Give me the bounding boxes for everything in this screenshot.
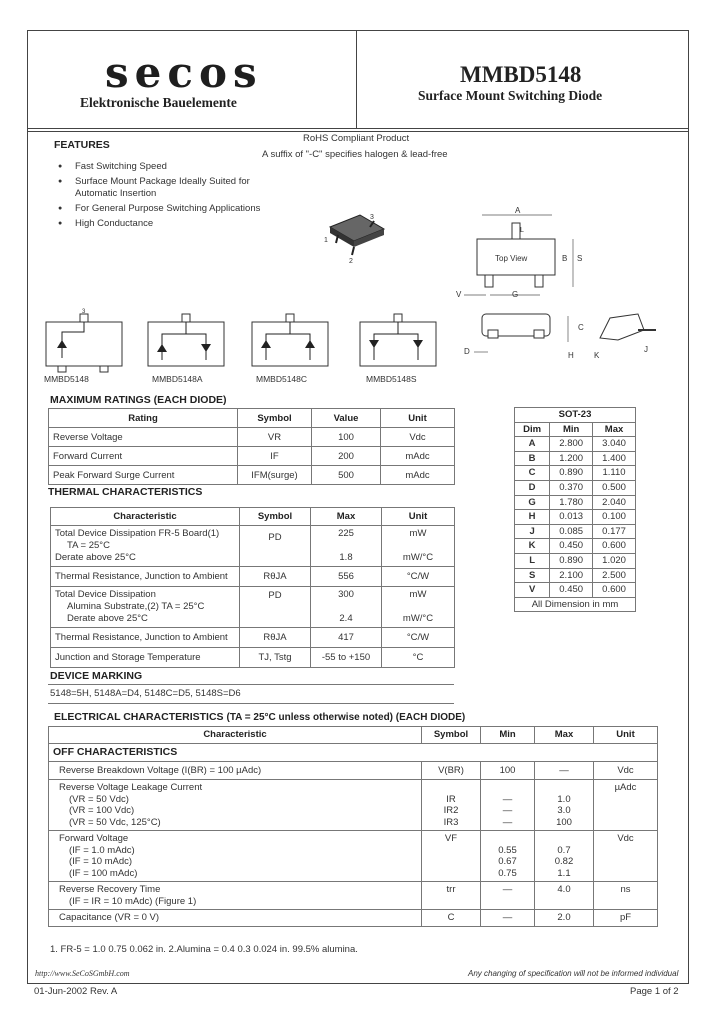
table-cell: Reverse Recovery Time xyxy=(59,884,161,895)
sot23-row xyxy=(515,568,636,583)
table-cell: pF xyxy=(594,910,658,927)
table-cell: 2.4 xyxy=(339,613,353,624)
table-cell: 500 xyxy=(312,466,381,485)
config-label: MMBD5148 xyxy=(44,374,89,384)
table-cell: Reverse Voltage xyxy=(49,428,238,447)
table-cell: 1.0 xyxy=(557,793,571,805)
table-cell: 0.177 xyxy=(593,524,636,539)
table-cell: 0.890 xyxy=(550,466,593,481)
features-list xyxy=(58,161,260,233)
header-bottom-rule-2 xyxy=(28,131,688,132)
config-mmbd5148s xyxy=(360,314,436,384)
revision-date: 01-Jun-2002 Rev. A xyxy=(34,986,118,997)
table-header: Unit xyxy=(381,409,455,428)
table-cell: 1.1 xyxy=(557,867,571,879)
electrical-table xyxy=(48,726,658,927)
sot23-note: All Dimension in mm xyxy=(515,597,636,612)
table-cell: 0.67 xyxy=(498,856,517,867)
table-row xyxy=(49,910,658,927)
table-cell: Forward Current xyxy=(49,447,238,466)
table-cell: J xyxy=(515,524,550,539)
dim-label-s: S xyxy=(577,254,583,263)
config-label: MMBD5148C xyxy=(256,374,308,384)
sot23-table xyxy=(514,407,636,612)
feature-item-continued xyxy=(58,188,260,200)
table-cell: °C/W xyxy=(382,567,455,587)
table-cell: 0.450 xyxy=(550,583,593,598)
sot23-row xyxy=(515,466,636,481)
feature-item: ● For General Purpose Switching Applications xyxy=(58,203,260,215)
pin-label: 2 xyxy=(349,258,353,265)
table-header: Symbol xyxy=(240,508,311,526)
table-row xyxy=(49,447,455,466)
table-cell: A xyxy=(515,437,550,452)
table-cell: — xyxy=(535,762,594,780)
feature-item xyxy=(58,176,260,188)
table-cell: (IF = 100 mAdc) xyxy=(69,867,138,879)
feature-item-text: Surface Mount Package Ideally Suited for xyxy=(75,176,250,187)
dim-label-k: K xyxy=(594,351,600,360)
table-cell: Total Device Dissipation FR-5 Board(1) xyxy=(55,528,220,539)
config-mmbd5148 xyxy=(44,309,122,384)
electrical-conditions: (TA = 25°C unless otherwise noted) (EACH DIODE) xyxy=(226,712,466,723)
table-row xyxy=(49,762,658,780)
website-link[interactable]: http://www.SeCoSGmbH.com xyxy=(35,969,130,978)
package-side-view xyxy=(460,308,670,368)
table-cell: 1.110 xyxy=(593,466,636,481)
table-cell: Thermal Resistance, Junction to Ambient xyxy=(51,628,240,648)
table-cell: 100 xyxy=(481,762,535,780)
table-cell: 225 xyxy=(338,528,354,539)
pin-label: 1 xyxy=(324,237,328,244)
table-cell: mAdc xyxy=(381,466,455,485)
table-cell: Peak Forward Surge Current xyxy=(49,466,238,485)
table-cell: ns xyxy=(594,882,658,910)
table-header: Min xyxy=(481,727,535,744)
package-top-view xyxy=(452,203,592,303)
sot23-row xyxy=(515,524,636,539)
table-cell: mW/°C xyxy=(402,552,434,563)
dim-label-d: D xyxy=(464,347,470,356)
table-header: Max xyxy=(311,508,382,526)
table-cell: L xyxy=(515,553,550,568)
dim-label-b: B xyxy=(562,254,568,263)
table-cell: 300 xyxy=(338,589,354,600)
table-cell: 0.55 xyxy=(498,844,517,856)
table-cell: (IF = 1.0 mAdc) xyxy=(69,844,135,856)
table-cell: (VR = 50 Vdc, 125°C) xyxy=(69,816,161,828)
table-row xyxy=(51,648,455,668)
table-cell: VR xyxy=(238,428,312,447)
table-cell: Vdc xyxy=(594,831,658,882)
table-cell: mAdc xyxy=(381,447,455,466)
table-cell: (IF = IR = 10 mAdc) (Figure 1) xyxy=(69,895,197,907)
table-cell: IFM(surge) xyxy=(238,466,312,485)
table-cell: IF xyxy=(238,447,312,466)
table-header: Characteristic xyxy=(51,508,240,526)
table-cell: 556 xyxy=(311,567,382,587)
sot23-row xyxy=(515,583,636,598)
table-cell: mW xyxy=(409,589,427,600)
config-label: MMBD5148A xyxy=(152,374,203,384)
table-cell: Alumina Substrate,(2) TA = 25°C xyxy=(67,601,205,612)
table-cell: V xyxy=(515,583,550,598)
table-cell: 2.0 xyxy=(535,910,594,927)
table-cell: IR3 xyxy=(443,816,459,828)
pin-label: 3 xyxy=(370,214,374,221)
table-row xyxy=(49,882,658,910)
table-cell: 0.82 xyxy=(554,856,574,867)
table-cell: trr xyxy=(422,882,481,910)
table-row xyxy=(49,466,455,485)
table-cell: Vdc xyxy=(594,762,658,780)
table-cell: 200 xyxy=(312,447,381,466)
table-cell: 4.0 xyxy=(535,882,594,910)
svg-text:3: 3 xyxy=(82,309,86,315)
part-description: Surface Mount Switching Diode xyxy=(418,88,603,103)
sot23-row xyxy=(515,480,636,495)
table-cell: B xyxy=(515,451,550,466)
feature-item: ● High Conductance xyxy=(58,218,260,230)
table-row xyxy=(49,428,455,447)
table-header: Symbol xyxy=(238,409,312,428)
table-cell: IR2 xyxy=(443,805,459,816)
spec-notice: Any changing of specification will not be informed individual xyxy=(468,969,679,978)
electrical-title-text: ELECTRICAL CHARACTERISTICS xyxy=(54,711,224,723)
table-cell: mW/°C xyxy=(402,613,434,624)
table-cell: Derate above 25°C xyxy=(67,613,148,624)
table-cell: Thermal Resistance, Junction to Ambient xyxy=(51,567,240,587)
footnotes: 1. FR-5 = 1.0 0.75 0.062 in. 2.Alumina = 0.4 0.3 0.024 in. 99.5% alumina. xyxy=(50,944,358,955)
config-mmbd5148a xyxy=(148,314,224,384)
table-header: Min xyxy=(550,422,593,437)
table-header: Value xyxy=(312,409,381,428)
table-cell: 0.75 xyxy=(498,867,517,879)
table-cell: — xyxy=(481,882,535,910)
company-logo: secos xyxy=(105,48,263,97)
table-cell: 0.600 xyxy=(593,583,636,598)
features-title: FEATURES xyxy=(54,139,110,151)
table-cell: (VR = 100 Vdc) xyxy=(69,805,135,816)
sot23-title: SOT-23 xyxy=(515,408,636,423)
table-header: Rating xyxy=(49,409,238,428)
table-row xyxy=(51,567,455,587)
config-diagrams xyxy=(44,308,444,388)
dim-label-a: A xyxy=(515,206,521,215)
device-marking-text: 5148=5H, 5148A=D4, 5148C=D5, 5148S=D6 xyxy=(50,688,241,699)
suffix-note: A suffix of "-C" specifies halogen & lead-free xyxy=(262,149,448,160)
table-cell: Reverse Voltage Leakage Current xyxy=(59,782,203,793)
header-bottom-rule xyxy=(28,128,688,129)
table-cell: 1.8 xyxy=(339,552,353,563)
table-cell: — xyxy=(502,793,513,805)
table-cell: Derate above 25°C xyxy=(55,552,136,563)
table-row xyxy=(49,831,658,882)
config-mmbd5148c xyxy=(252,314,328,384)
table-cell: 0.7 xyxy=(557,844,571,856)
table-header: Unit xyxy=(594,727,658,744)
table-cell: 0.370 xyxy=(550,480,593,495)
table-cell: 2.040 xyxy=(593,495,636,510)
table-cell: 3.0 xyxy=(557,805,571,816)
table-cell: VF xyxy=(422,831,481,882)
table-cell: 417 xyxy=(311,628,382,648)
table-cell: 0.600 xyxy=(593,539,636,554)
sot23-row xyxy=(515,539,636,554)
table-header: Unit xyxy=(382,508,455,526)
feature-item-text: Automatic Insertion xyxy=(75,188,157,199)
table-row xyxy=(51,526,455,567)
table-row xyxy=(51,587,455,628)
dim-label-g: G xyxy=(512,290,519,299)
header-divider xyxy=(356,31,357,129)
table-cell: PD xyxy=(240,587,311,628)
table-cell: 1.780 xyxy=(550,495,593,510)
table-cell: 0.500 xyxy=(593,480,636,495)
sot23-row xyxy=(515,437,636,452)
table-cell: 1.400 xyxy=(593,451,636,466)
table-cell: RθJA xyxy=(240,567,311,587)
table-header: Max xyxy=(593,422,636,437)
dim-label-l: L xyxy=(520,227,524,234)
table-cell: S xyxy=(515,568,550,583)
table-cell: 0.450 xyxy=(550,539,593,554)
electrical-title xyxy=(54,711,465,723)
page-number: Page 1 of 2 xyxy=(630,986,679,997)
table-cell: Junction and Storage Temperature xyxy=(51,648,240,668)
table-cell: C xyxy=(515,466,550,481)
table-cell: TA = 25°C xyxy=(67,540,110,551)
max-ratings-table xyxy=(48,408,455,485)
table-header: Dim xyxy=(515,422,550,437)
sot23-row xyxy=(515,451,636,466)
table-header: Max xyxy=(535,727,594,744)
table-cell: °C/W xyxy=(382,628,455,648)
table-cell: 0.085 xyxy=(550,524,593,539)
table-cell: (VR = 50 Vdc) xyxy=(69,793,129,805)
device-marking-box xyxy=(48,684,454,704)
table-cell: — xyxy=(502,805,513,816)
table-row xyxy=(51,628,455,648)
table-header: Characteristic xyxy=(49,727,422,744)
table-cell: Forward Voltage xyxy=(59,833,129,844)
table-cell: -55 to +150 xyxy=(311,648,382,668)
table-cell: C xyxy=(422,910,481,927)
table-cell: Reverse Breakdown Voltage (I(BR) = 100 µAdc) xyxy=(49,762,422,780)
thermal-title: THERMAL CHARACTERISTICS xyxy=(48,486,203,498)
table-cell: 0.013 xyxy=(550,510,593,525)
table-cell: Capacitance (VR = 0 V) xyxy=(49,910,422,927)
table-cell: (IF = 10 mAdc) xyxy=(69,856,133,867)
table-cell: V(BR) xyxy=(422,762,481,780)
part-number: MMBD5148 xyxy=(460,62,582,87)
table-cell: G xyxy=(515,495,550,510)
table-cell: — xyxy=(502,816,513,828)
max-ratings-title: MAXIMUM RATINGS (EACH DIODE) xyxy=(50,394,227,406)
table-cell: 0.890 xyxy=(550,553,593,568)
table-cell: Vdc xyxy=(381,428,455,447)
table-cell: 3.040 xyxy=(593,437,636,452)
table-cell: 2.100 xyxy=(550,568,593,583)
package-3d-drawing xyxy=(322,205,392,265)
table-cell: — xyxy=(481,910,535,927)
table-cell: mW xyxy=(409,528,427,539)
sot23-row xyxy=(515,495,636,510)
dim-label-c: C xyxy=(578,323,584,332)
table-cell: °C xyxy=(382,648,455,668)
table-cell: RθJA xyxy=(240,628,311,648)
config-label: MMBD5148S xyxy=(366,374,417,384)
table-cell: TJ, Tstg xyxy=(240,648,311,668)
dim-label-v: V xyxy=(456,290,462,299)
device-marking-title: DEVICE MARKING xyxy=(50,670,143,682)
off-characteristics-title: OFF CHARACTERISTICS xyxy=(49,744,658,762)
table-cell: 100 xyxy=(556,816,572,828)
dim-label-j: J xyxy=(644,345,648,354)
table-cell: H xyxy=(515,510,550,525)
company-name: Elektronische Bauelemente xyxy=(80,95,237,110)
rohs-note: RoHS Compliant Product xyxy=(303,133,410,144)
top-view-label: Top View xyxy=(495,254,528,263)
table-header: Symbol xyxy=(422,727,481,744)
table-cell: 2.500 xyxy=(593,568,636,583)
table-cell: 0.100 xyxy=(593,510,636,525)
table-cell: µAdc xyxy=(594,780,658,831)
table-cell: IR xyxy=(446,793,456,805)
table-row xyxy=(49,780,658,831)
table-cell: 1.200 xyxy=(550,451,593,466)
dim-label-h: H xyxy=(568,351,574,360)
thermal-table xyxy=(50,507,455,668)
table-cell: D xyxy=(515,480,550,495)
table-cell: PD xyxy=(240,526,311,567)
table-cell: K xyxy=(515,539,550,554)
feature-item: ● Fast Switching Speed xyxy=(58,161,260,173)
table-cell: 2.800 xyxy=(550,437,593,452)
table-cell: Total Device Dissipation xyxy=(55,589,156,600)
sot23-row xyxy=(515,553,636,568)
sot23-row xyxy=(515,510,636,525)
table-cell: 1.020 xyxy=(593,553,636,568)
table-cell: 100 xyxy=(312,428,381,447)
